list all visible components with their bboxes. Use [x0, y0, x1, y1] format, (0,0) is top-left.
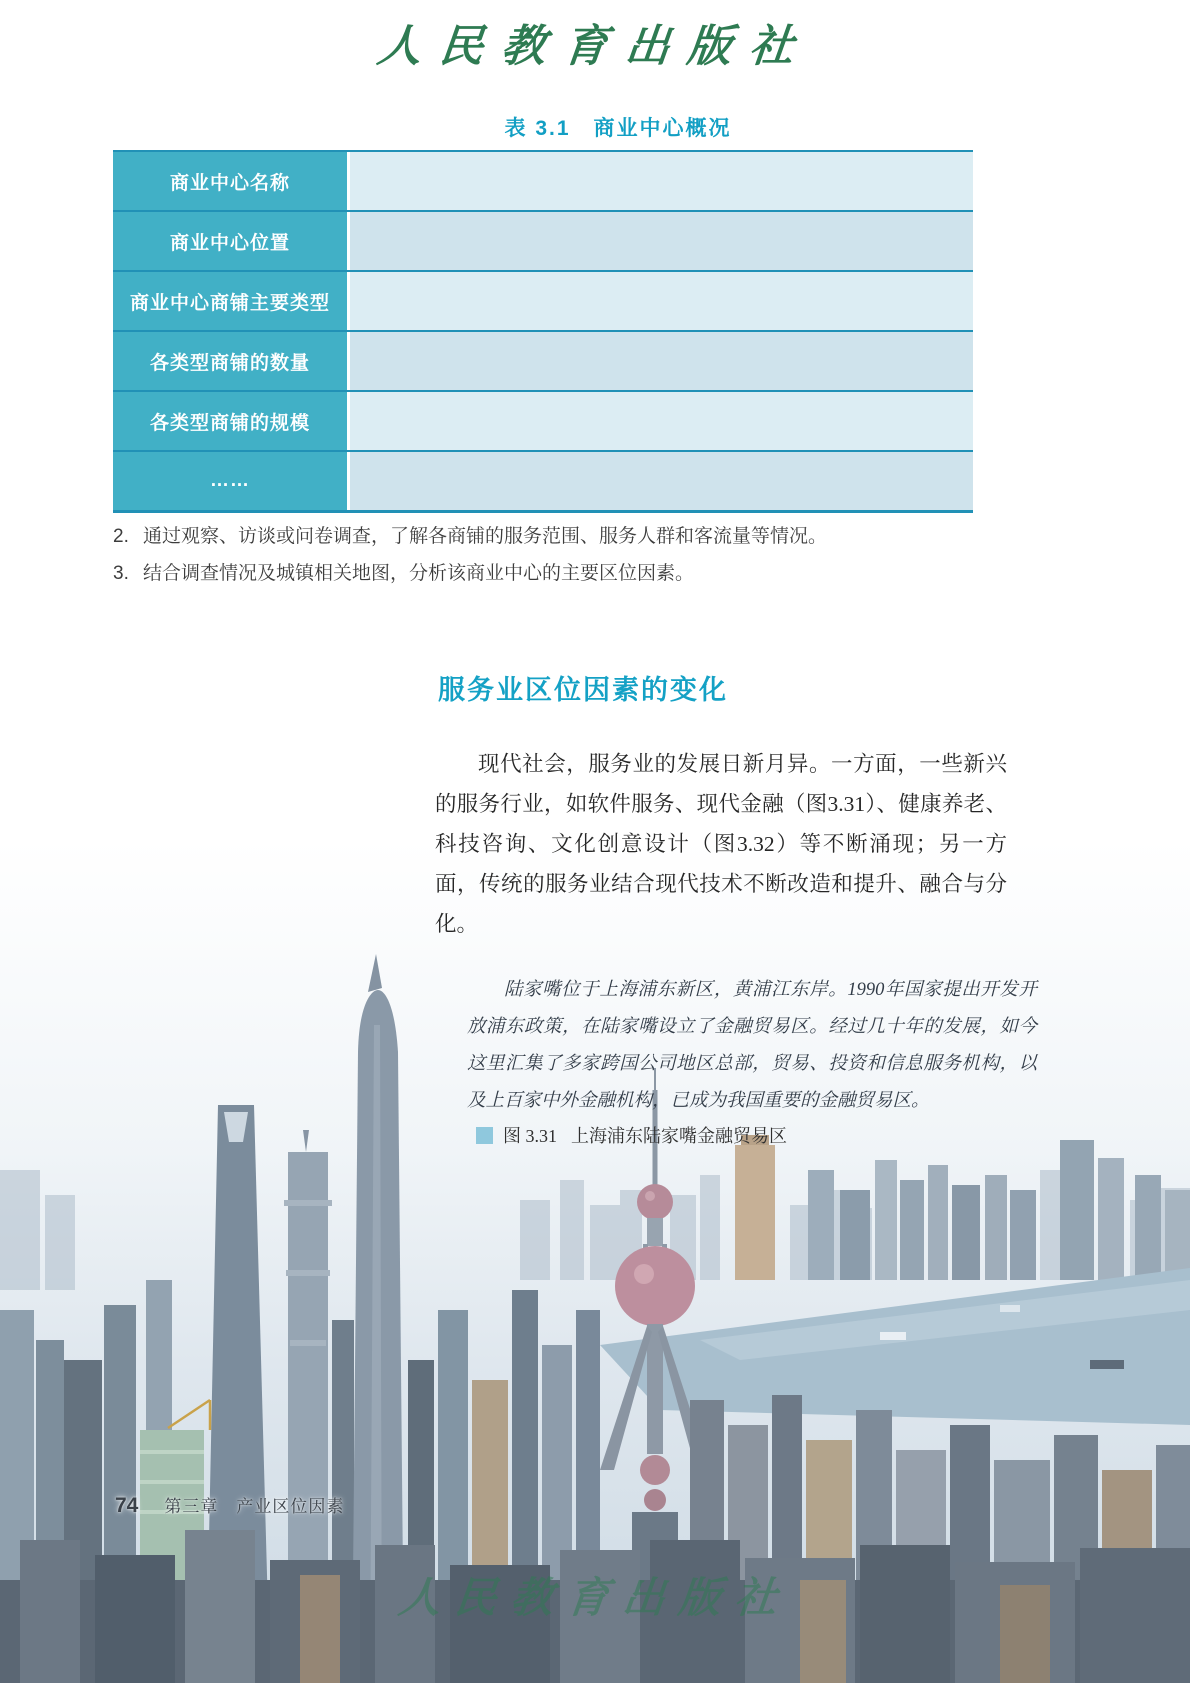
table-row: [113, 272, 973, 332]
boat: [880, 1332, 906, 1340]
figure-bullet-icon: [476, 1127, 493, 1144]
table-row-blank-cell: [350, 452, 973, 510]
note-paragraph: 陆家嘴位于上海浦东新区，黄浦江东岸。1990年国家提出开发开放浦东政策，在陆家嘴设立了金融贸易区。经过几十年的发展，如今这里汇集了多家跨国公司地区总部，贸易、投资和信息服务机构，以及上百家中外金融机构，已成为我国重要的金融贸易区。: [467, 980, 1037, 1111]
boat: [1000, 1305, 1020, 1312]
table-row: [113, 212, 973, 272]
publisher-logo: 人民教育出版社: [374, 22, 815, 71]
page-number: 74: [115, 1494, 139, 1517]
task-text: 通过观察、访谈或问卷调查，了解各商铺的服务范围、服务人群和客流量等情况。: [143, 526, 828, 547]
business-center-table: [113, 150, 973, 513]
table-row-blank-cell: [350, 152, 973, 210]
table-row: [113, 152, 973, 212]
section-heading: 服务业区位因素的变化: [438, 675, 728, 705]
task-item: [113, 518, 853, 555]
task-text: 结合调查情况及城镇相关地图，分析该商业中心的主要区位因素。: [143, 563, 695, 584]
figure-title: 上海浦东陆家嘴金融贸易区: [571, 1126, 787, 1146]
chapter-title: 第三章 产业区位因素: [164, 1497, 345, 1516]
barge: [1090, 1360, 1124, 1369]
table-row-label: 各类型商铺的规模: [113, 392, 350, 450]
table-row-blank-cell: [350, 212, 973, 270]
table-row-blank-cell: [350, 332, 973, 390]
figure-caption: [476, 1122, 787, 1148]
table-title: 表 3.1 商业中心概况: [504, 117, 732, 140]
table-row-label: 商业中心位置: [113, 212, 350, 270]
task-list: [113, 518, 853, 592]
table-row-label: ……: [113, 452, 350, 510]
table-row-blank-cell: [350, 392, 973, 450]
table-row-label: 商业中心商铺主要类型: [113, 272, 350, 330]
table-row: [113, 392, 973, 452]
figure-photo-lujiazui-skyline: [0, 840, 1190, 1683]
table-row-blank-cell: [350, 272, 973, 330]
publisher-watermark: 人民教育出版社: [396, 1576, 793, 1622]
task-number: 3.: [113, 563, 129, 584]
table-row-label: 商业中心名称: [113, 152, 350, 210]
task-number: 2.: [113, 526, 129, 547]
page-footer: [115, 1492, 344, 1518]
table-row-label: 各类型商铺的数量: [113, 332, 350, 390]
body-paragraph: 现代社会，服务业的发展日新月异。一方面，一些新兴的服务行业，如软件服务、现代金融（图3.31）、健康养老、科技咨询、文化创意设计（图3.32）等不断涌现；另一方面，传统的服务业结合现代技术不断改造和提升、融合与分化。: [435, 752, 1007, 936]
figure-label: 图 3.31: [503, 1126, 557, 1146]
task-item: [113, 555, 853, 592]
table-row: [113, 452, 973, 510]
table-row: [113, 332, 973, 392]
